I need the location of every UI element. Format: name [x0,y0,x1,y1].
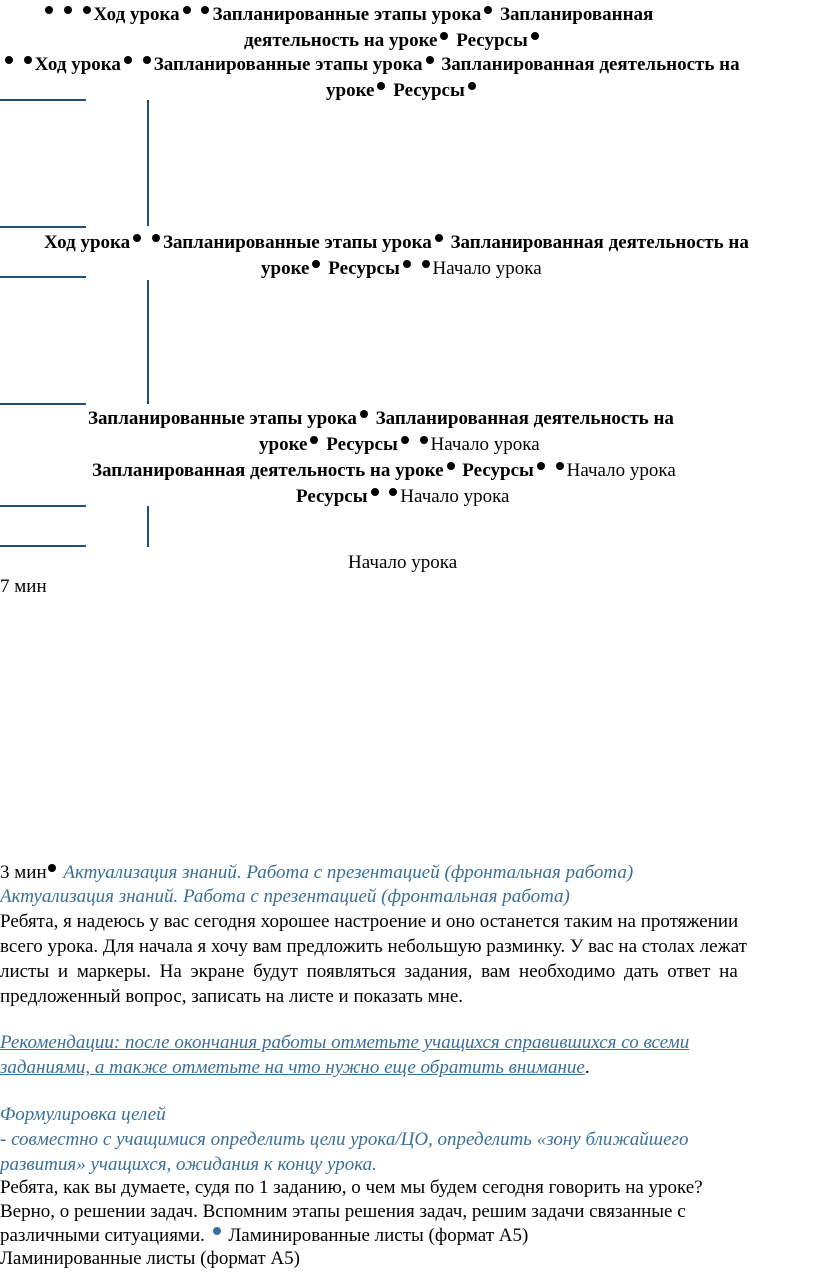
header-row-3: Ход урока Запланированные этапы урока Запланированная деятельность на [2,52,740,78]
bullet-icon [435,234,443,242]
recommendation-line-2: заданиями, а также отметьте на что нужно еще обратить внимание. [0,1057,590,1078]
bullet-icon [213,1227,221,1235]
header-row-7: Запланированные этапы урока Запланированная деятельность на [88,408,674,429]
header-row-10: Ресурсы Начало урока [296,486,510,507]
section-2-title: Формулировка целей [0,1104,166,1125]
bullet-icon [133,234,141,242]
lesson-start-label: Начало урока [348,552,458,573]
bullet-icon [377,82,385,90]
table-rule [0,276,86,278]
bullet-icon [201,6,209,14]
bullet-icon [537,462,545,470]
bullet-icon [48,864,56,872]
recommendation-line: Рекомендации: после окончания работы отметьте учащихся справившихся со всеми [0,1032,690,1053]
bullet-icon [360,410,368,418]
time-3-min: 3 мин [0,862,47,883]
bullet-icon [403,260,411,268]
header-row-9: Запланированная деятельность на уроке Ресурсы Начало урока [92,460,676,481]
time-7-min: 7 мин [0,576,47,597]
table-rule [0,403,86,405]
bullet-icon [312,260,320,268]
bullet-icon [183,6,191,14]
bullet-icon [484,6,492,14]
header-row-4: уроке Ресурсы [326,78,479,104]
bullet-icon [422,260,430,268]
paragraph-line: Ребята, как вы думаете, судя по 1 заданию, о чем мы будем сегодня говорить на уроке? [0,1177,703,1198]
paragraph-line: Ребята, я надеюсь у вас сегодня хорошее настроение и оно останется таким на протяжении [0,911,739,932]
table-rule-vertical [147,506,149,547]
table-rule-vertical [147,280,149,404]
bullet-icon [401,436,409,444]
section-1-title-repeat: Актуализация знаний. Работа с презентацией (фронтальная работа) [0,886,570,907]
section-1-heading-row [0,860,633,886]
paragraph-line-3: различными ситуациями. Ламинированные листы (формат А5) [0,1225,529,1246]
table-rule [0,226,86,228]
table-rule [0,99,86,101]
header-row-5: Ход урока Запланированные этапы урока Запланированная деятельность на [44,232,749,253]
table-rule [0,505,86,507]
bullet-icon [5,56,13,64]
bullet-icon [143,56,151,64]
bullet-icon [83,6,91,14]
table-rule [0,545,86,547]
bullet-icon [152,234,160,242]
bullet-icon [45,6,53,14]
paragraph-line: предложенный вопрос, записать на листе и показать мне. [0,986,464,1007]
bullet-icon [389,488,397,496]
paragraph-line: Верно, о решении задач. Вспомним этапы решения задач, решим задачи связанные с [0,1201,686,1222]
bullet-icon [420,436,428,444]
bullet-icon [440,32,448,40]
bullet-icon [124,56,132,64]
bullet-icon [426,56,434,64]
header-row-6: уроке Ресурсы Начало урока [261,258,542,279]
resource-label: Ламинированные листы (формат А5) [228,1225,529,1246]
bullet-icon [24,56,32,64]
bullet-icon [531,32,539,40]
bullet-icon [64,6,72,14]
goal-line: развития» учащихся, ожидания к концу урока. [0,1154,377,1175]
section-1-title: Актуализация знаний. Работа с презентацией (фронтальная работа) [63,862,634,883]
bullet-icon [371,488,379,496]
paragraph-line: листы и маркеры. На экране будут появляться задания, вам необходимо дать ответ на [0,961,738,982]
table-rule-vertical [147,100,149,226]
bullet-icon [310,436,318,444]
header-row-2: деятельность на уроке Ресурсы [244,28,542,54]
bullet-icon [447,462,455,470]
header-row-1: Ход урока Запланированные этапы урока Запланированная [42,2,653,28]
bullet-icon [468,82,476,90]
resource-label-repeat: Ламинированные листы (формат А5) [0,1248,300,1269]
bullet-icon [556,462,564,470]
paragraph-line: всего урока. Для начала я хочу вам предложить небольшую разминку. У вас на столах лежат [0,936,747,957]
goal-line: - совместно с учащимися определить цели урока/ЦО, определить «зону ближайшего [0,1129,689,1150]
header-row-8: уроке Ресурсы Начало урока [259,434,540,455]
